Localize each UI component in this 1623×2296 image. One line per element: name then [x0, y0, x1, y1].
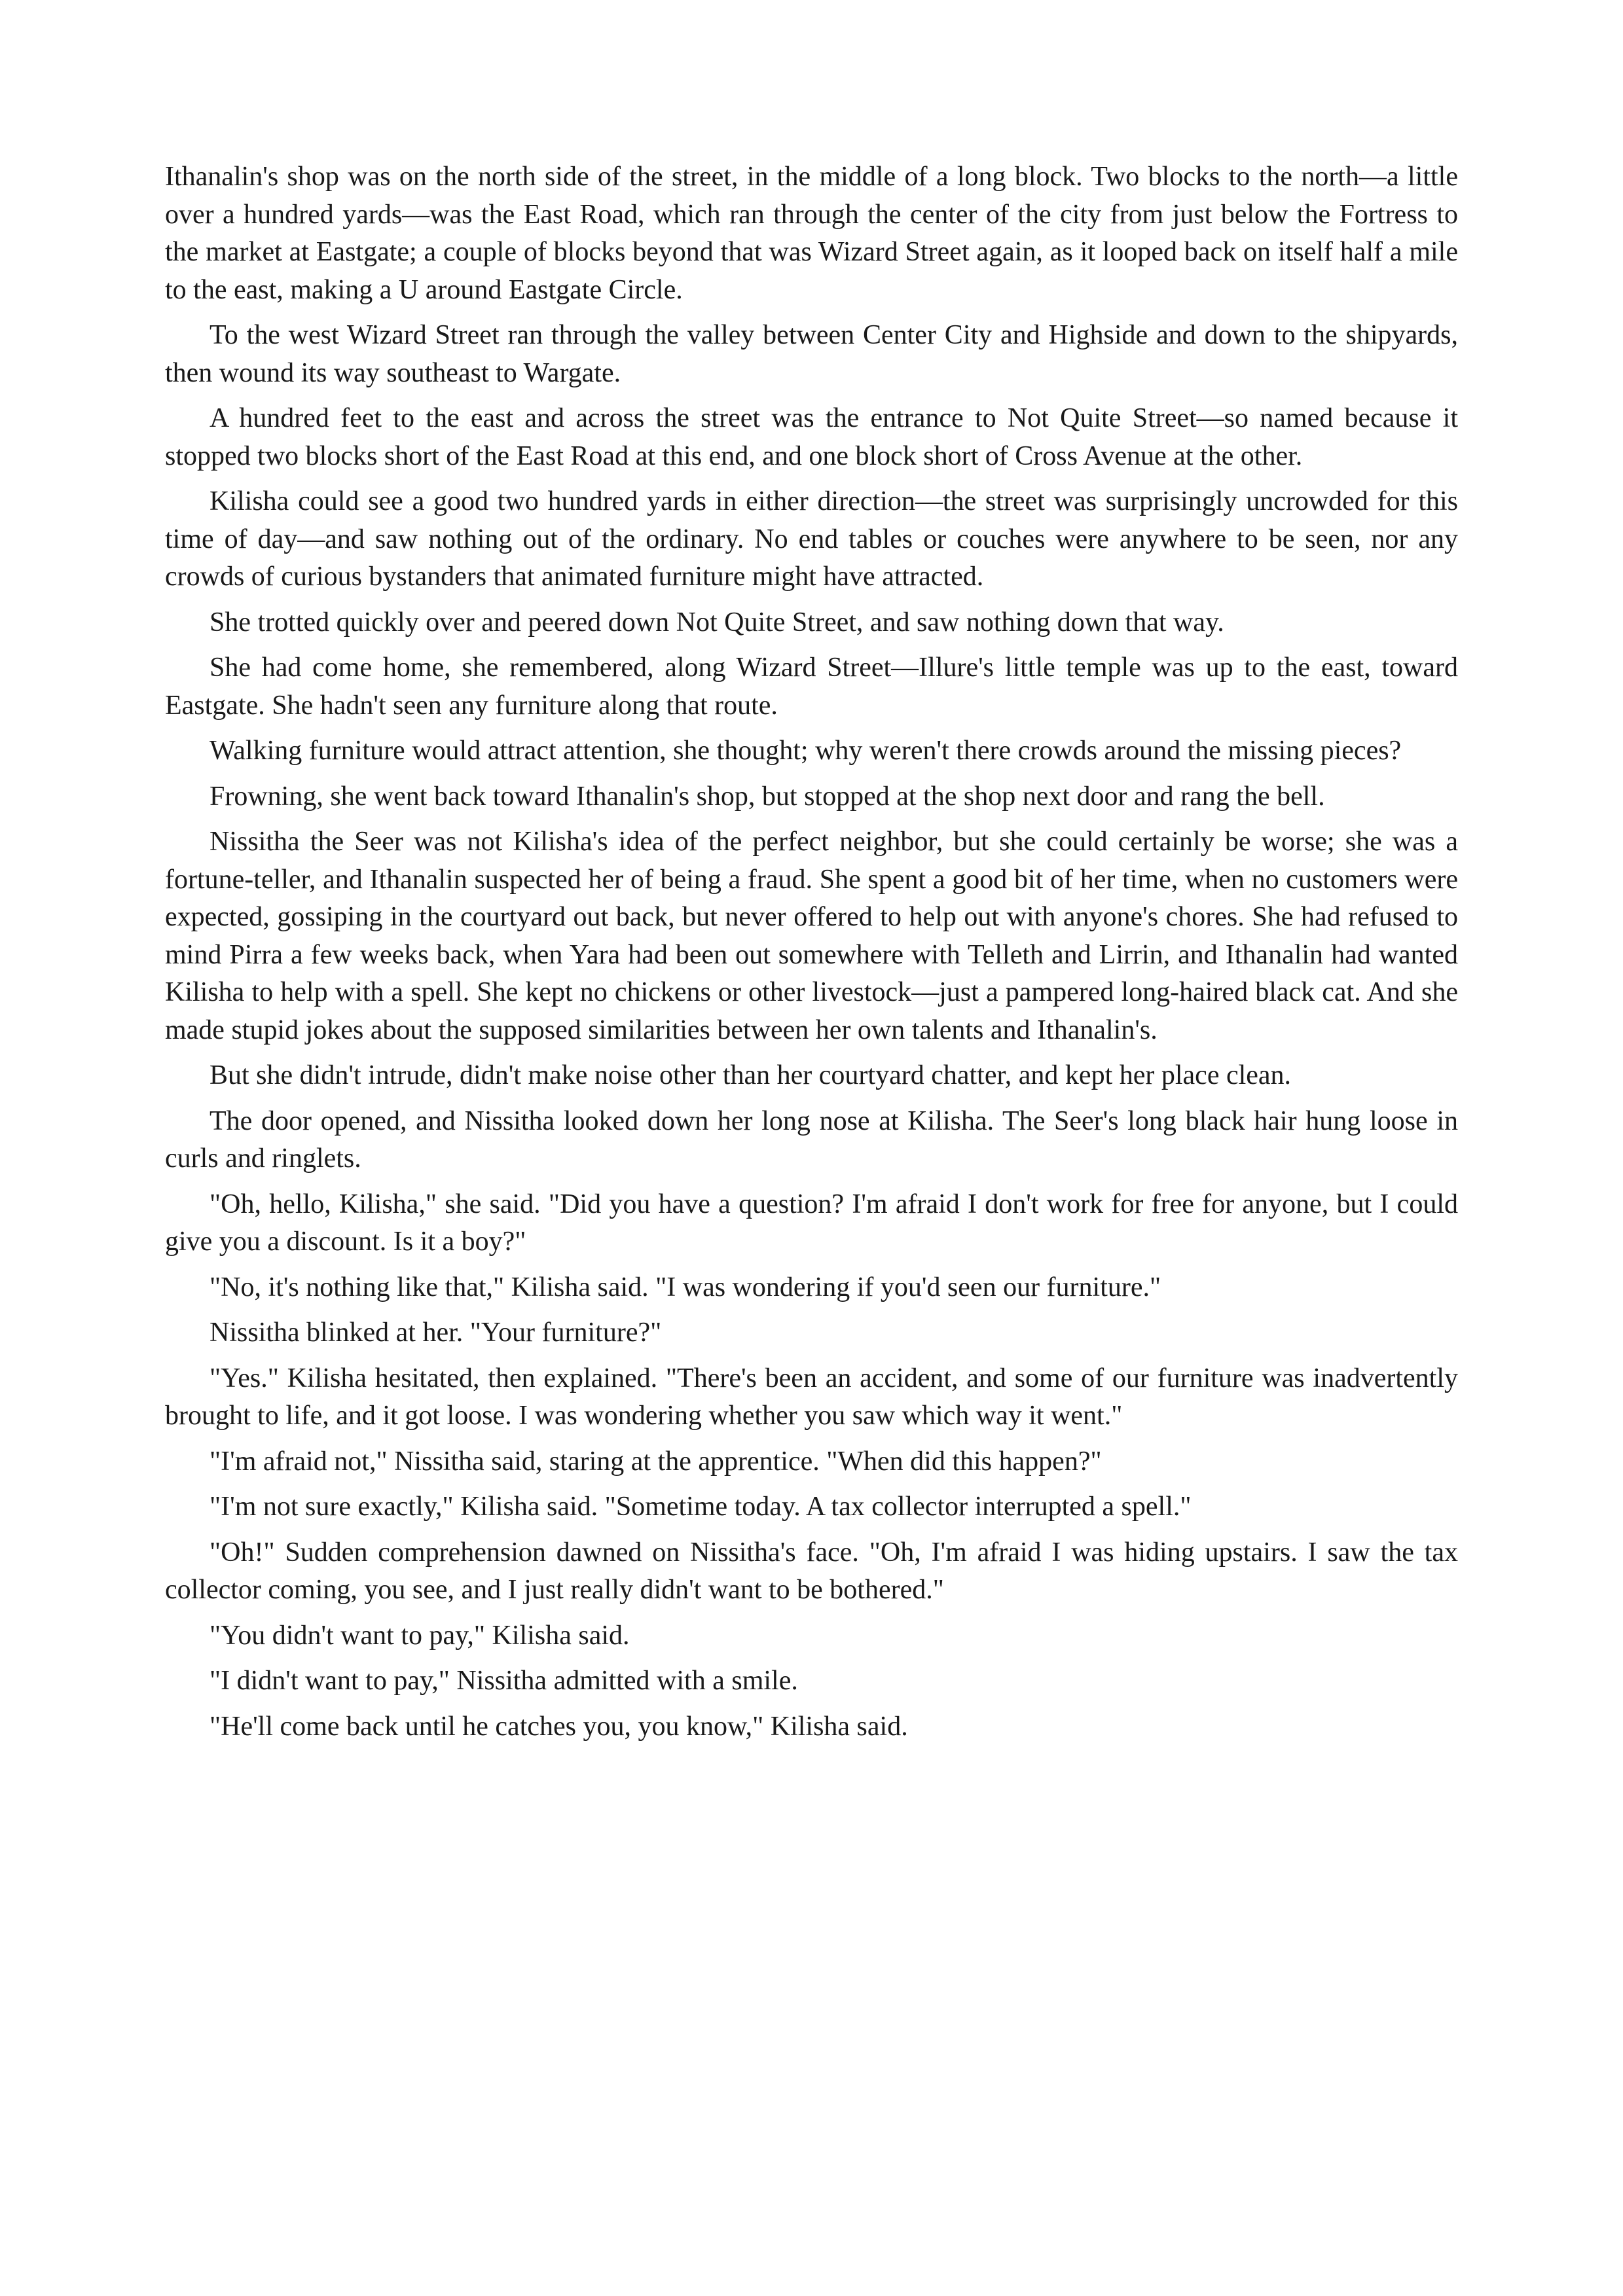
- paragraph: Walking furniture would attract attention, she thought; why weren't there crowds around the missing pieces?: [210, 736, 1402, 766]
- paragraph: Frowning, she went back toward Ithanalin's shop, but stopped at the shop next door and rang the bell.: [210, 781, 1325, 812]
- paragraph: "Yes." Kilisha hesitated, then explained. "There's been an accident, and some of our furniture was inadvertently brought to life, and it got loose. I was wondering whether you saw which way it went.": [165, 1363, 1458, 1431]
- paragraph: "You didn't want to pay," Kilisha said.: [210, 1620, 630, 1651]
- paragraph: Nissitha blinked at her. "Your furniture?": [210, 1318, 662, 1348]
- paragraph: "No, it's nothing like that," Kilisha said. "I was wondering if you'd seen our furniture.": [210, 1272, 1161, 1302]
- paragraph: But she didn't intrude, didn't make noise other than her courtyard chatter, and kept her place clean.: [210, 1060, 1292, 1090]
- paragraph: "Oh, hello, Kilisha," she said. "Did you have a question? I'm afraid I don't work for free for anyone, but I could give you a discount. Is it a boy?": [165, 1189, 1458, 1257]
- document-page: [165, 158, 1458, 1753]
- paragraph: Ithanalin's shop was on the north side of the street, in the middle of a long block. Two blocks to the north—a little over a hundred yards—was the East Road, which ran through the center of the city from just below the Fortress to the market at Eastgate; a couple of blocks beyond that was Wizard Street again, as it looped back on itself half a mile to the east, making a U around Eastgate Circle.: [165, 162, 1458, 305]
- paragraph: "I'm afraid not," Nissitha said, staring at the apprentice. "When did this happen?": [210, 1446, 1102, 1477]
- paragraph: "He'll come back until he catches you, you know," Kilisha said.: [210, 1711, 908, 1742]
- paragraph: A hundred feet to the east and across the street was the entrance to Not Quite Street—so named because it stopped two blocks short of the East Road at this end, and one block short of Cross Avenue at the other.: [165, 403, 1458, 471]
- paragraph: "I'm not sure exactly," Kilisha said. "Sometime today. A tax collector interrupted a spell.": [210, 1492, 1192, 1522]
- paragraph: Kilisha could see a good two hundred yards in either direction—the street was surprisingly uncrowded for this time of day—and saw nothing out of the ordinary. No end tables or couches were anywhere to be seen, nor any crowds of curious bystanders that animated furniture might have attracted.: [165, 486, 1458, 592]
- paragraph: "I didn't want to pay," Nissitha admitted with a smile.: [210, 1666, 798, 1696]
- paragraph: She trotted quickly over and peered down Not Quite Street, and saw nothing down that way.: [210, 607, 1224, 637]
- paragraph: Nissitha the Seer was not Kilisha's idea of the perfect neighbor, but she could certainly be worse; she was a fortune-teller, and Ithanalin suspected her of being a fraud. She spent a good bit of her time, when no customers were expected, gossiping in the courtyard out back, but never offered to help out with anyone's chores. She had refused to mind Pirra a few weeks back, when Yara had been out somewhere with Telleth and Lirrin, and Ithanalin had wanted Kilisha to help with a spell. She kept no chickens or other livestock—just a pampered long-haired black cat. And she made stupid jokes about the supposed similarities between her own talents and Ithanalin's.: [165, 827, 1458, 1045]
- paragraph: "Oh!" Sudden comprehension dawned on Nissitha's face. "Oh, I'm afraid I was hiding upstairs. I saw the tax collector coming, you see, and I just really didn't want to be bothered.": [165, 1537, 1458, 1605]
- paragraph: She had come home, she remembered, along Wizard Street—Illure's little temple was up to the east, toward Eastgate. She hadn't seen any furniture along that route.: [165, 653, 1458, 721]
- paragraph: The door opened, and Nissitha looked down her long nose at Kilisha. The Seer's long black hair hung loose in curls and ringlets.: [165, 1105, 1458, 1174]
- paragraph: To the west Wizard Street ran through the valley between Center City and Highside and down to the shipyards, then wound its way southeast to Wargate.: [165, 320, 1458, 388]
